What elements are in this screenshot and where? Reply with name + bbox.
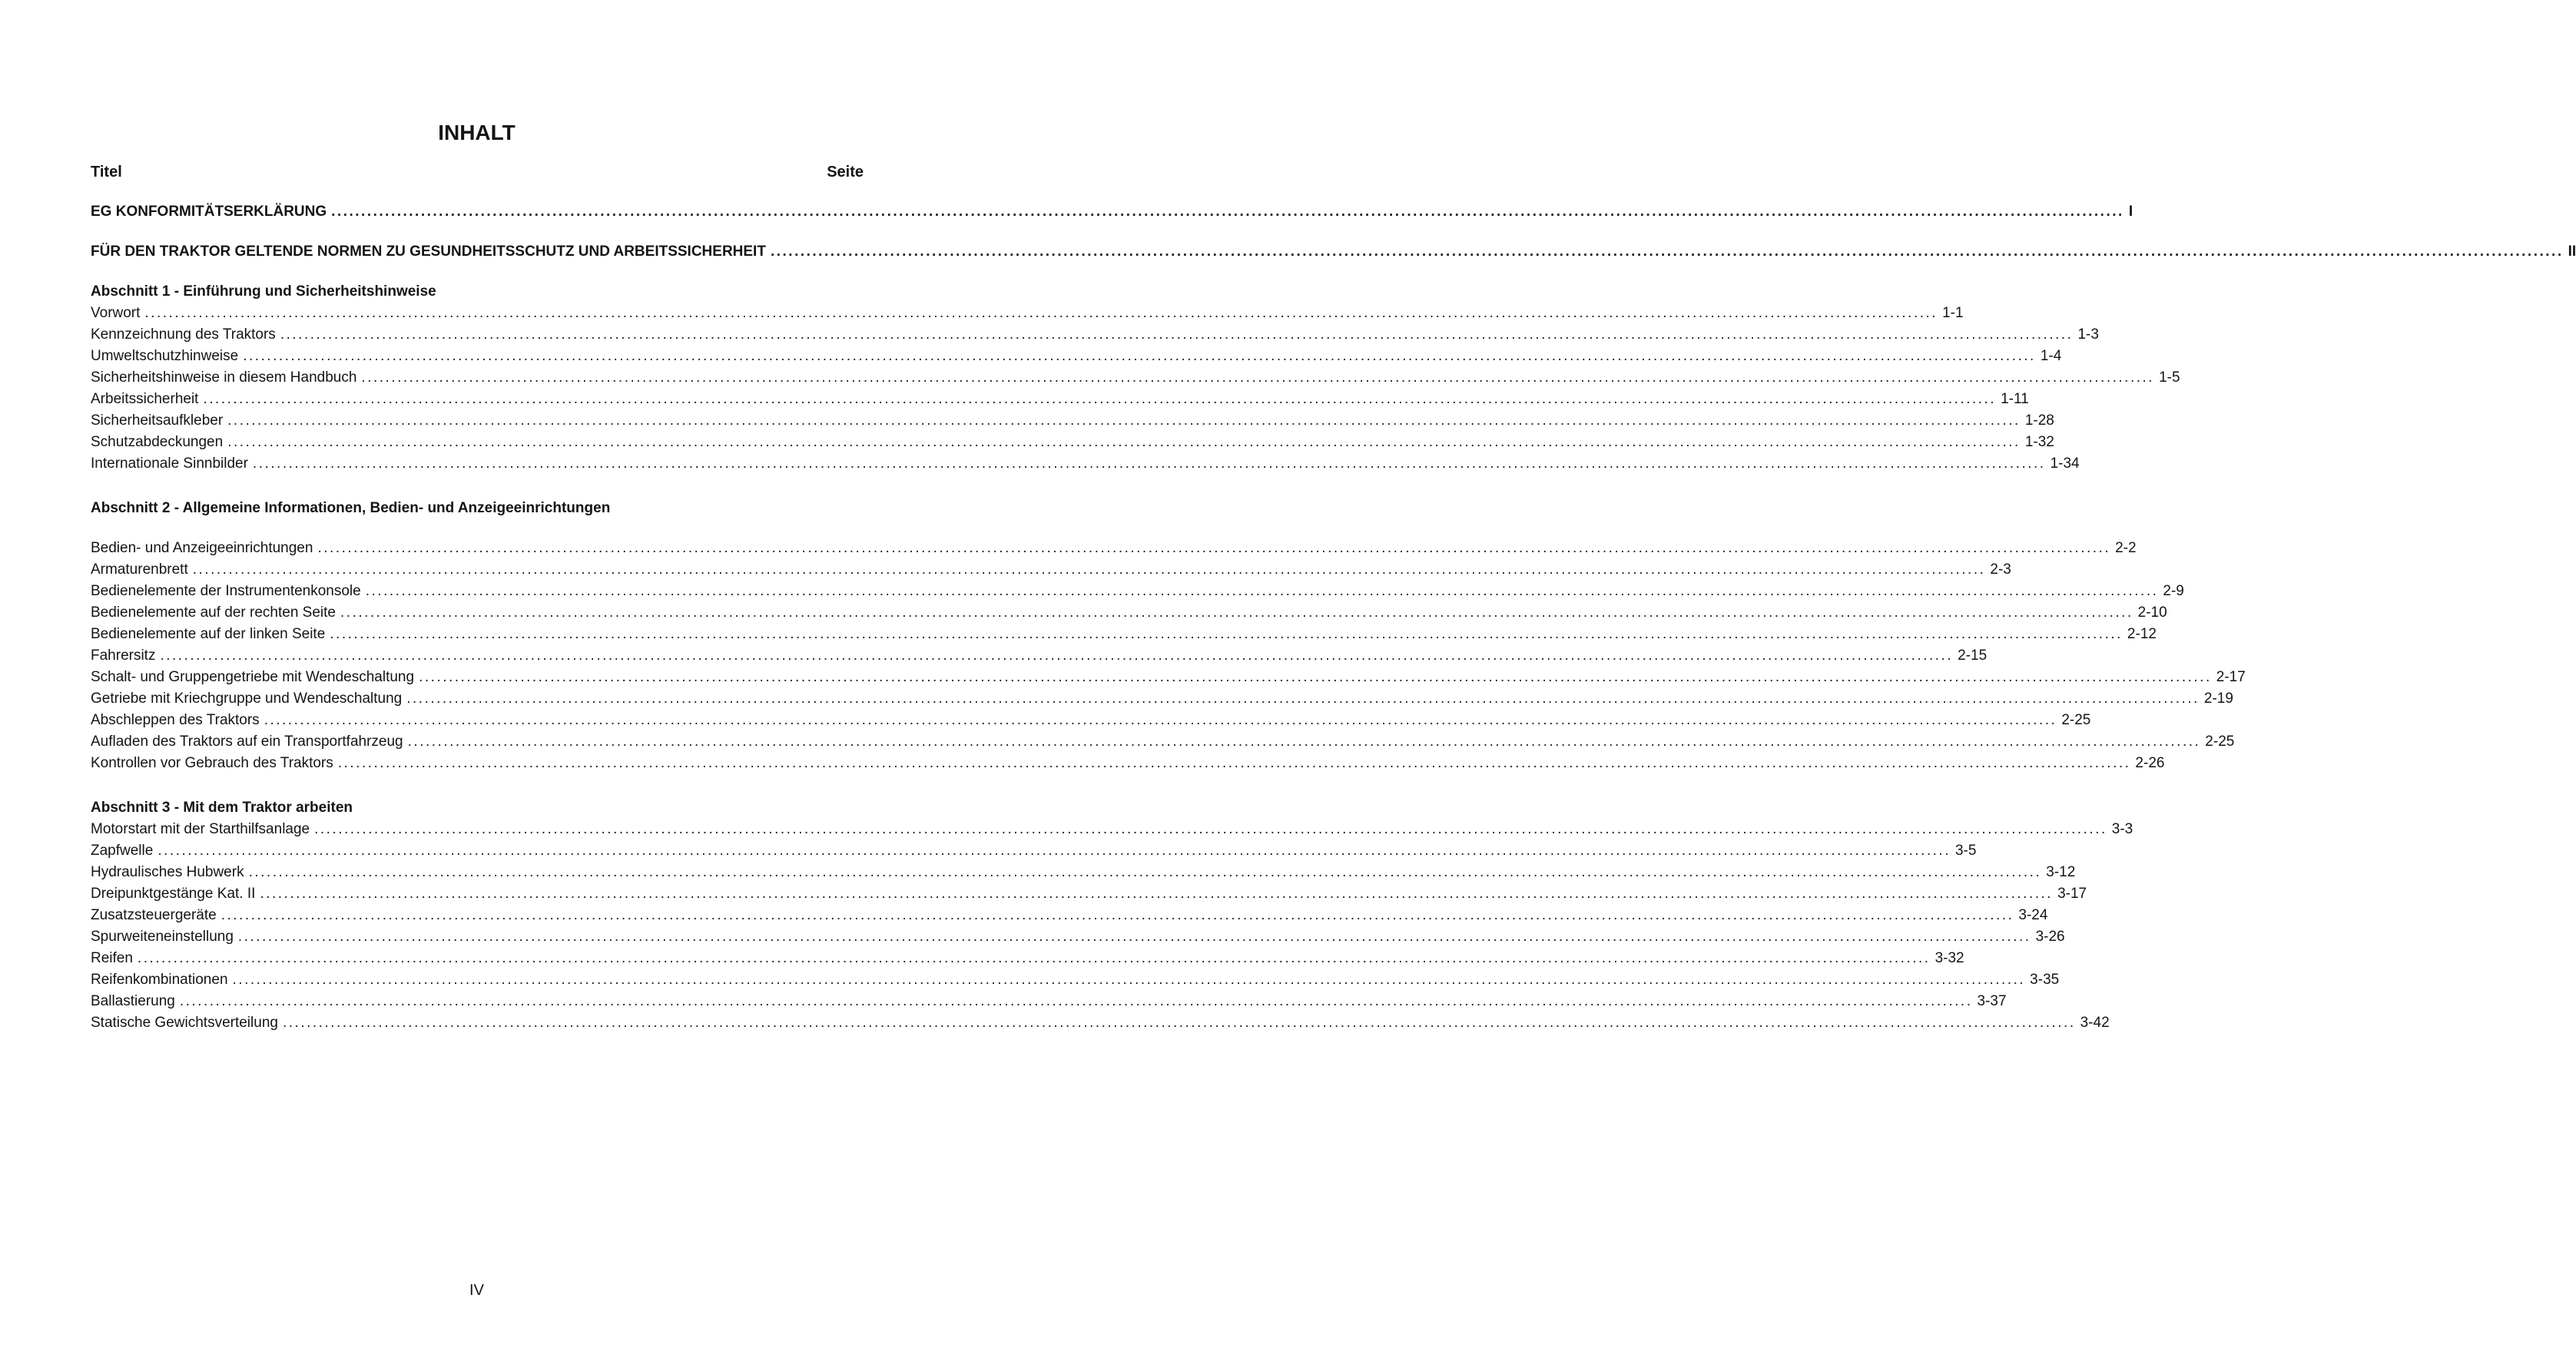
leader-dots: ............................................................................................................................................................................................................................................................................................................: [280, 326, 2074, 343]
toc-entry-title: EG KONFORMITÄTSERKLÄRUNG: [91, 204, 327, 220]
table-of-contents: [91, 160, 2576, 1034]
toc-entry-page: 1-4: [2040, 348, 2062, 364]
toc-entry-page: 1-1: [1942, 305, 1964, 321]
toc-entry-page: 3-32: [1934, 950, 1964, 966]
section-3-entries: [91, 819, 2133, 1034]
toc-entry-title: Armaturenbrett: [91, 561, 188, 578]
leader-dots: ............................................................................................................................................................................................................................................................................................................: [252, 455, 2046, 472]
toc-entry-page: 3-24: [2018, 907, 2048, 923]
leader-dots: ............................................................................................................................................................................................................................................................................................................: [137, 950, 1931, 966]
toc-entry[interactable]: [91, 367, 2180, 389]
toc-entry[interactable]: [91, 840, 1977, 862]
leader-dots: ............................................................................................................................................................................................................................................................................................................: [317, 540, 2111, 556]
toc-header: [91, 160, 864, 184]
toc-entry-title: Arbeitssicherheit: [91, 391, 199, 407]
toc-entry-title: Kontrollen vor Gebrauch des Traktors: [91, 755, 333, 771]
toc-entry-page: 2-10: [2137, 604, 2167, 621]
leader-dots: ............................................................................................................................................................................................................................................................................................................: [227, 412, 2021, 429]
toc-entry-page: 3-3: [2111, 821, 2133, 837]
toc-entry[interactable]: [91, 948, 1964, 969]
leader-dots: ............................................................................................................................................................................................................................................................................................................: [243, 348, 2036, 364]
toc-entry-title: Umweltschutzhinweise: [91, 348, 239, 364]
toc-entry[interactable]: [91, 819, 2133, 840]
toc-entry[interactable]: [91, 905, 2048, 926]
toc-entry[interactable]: [91, 991, 2007, 1012]
leader-dots: ............................................................................................................................................................................................................................................................................................................: [192, 561, 1986, 578]
page-number: IV: [469, 1282, 484, 1299]
toc-entry-title: Schutzabdeckungen: [91, 434, 224, 450]
toc-entry[interactable]: [91, 346, 2062, 367]
toc-entry-page: 3-12: [2046, 864, 2076, 880]
toc-entry[interactable]: [91, 538, 2137, 559]
toc-entry-page: 1-32: [2024, 434, 2054, 450]
toc-entry[interactable]: [91, 602, 2167, 624]
toc-entry[interactable]: [91, 432, 2054, 453]
toc-entry-page: 2-9: [2163, 583, 2184, 599]
toc-entry[interactable]: [91, 667, 2246, 688]
toc-entry-page: 3-26: [2035, 929, 2065, 945]
toc-entry-page: 2-17: [2216, 669, 2246, 685]
section-3-heading: Abschnitt 3 - Mit dem Traktor arbeiten: [91, 800, 353, 816]
toc-entry-title: Kennzeichnung des Traktors: [91, 326, 276, 343]
toc-entry-title: Getriebe mit Kriechgruppe und Wendeschaltung: [91, 691, 403, 707]
toc-entry-page: 2-25: [2205, 734, 2235, 750]
toc-entry[interactable]: [91, 883, 2087, 905]
toc-entry[interactable]: [91, 389, 2029, 410]
section-2-heading: Abschnitt 2 - Allgemeine Informationen, Bedien- und Anzeigeeinrichtungen: [91, 500, 611, 516]
toc-entry-title: FÜR DEN TRAKTOR GELTENDE NORMEN ZU GESUNDHEITSSCHUTZ UND ARBEITSSICHERHEIT: [91, 243, 766, 260]
toc-entry[interactable]: [91, 1012, 2110, 1034]
toc-entry-page: I: [2128, 204, 2133, 220]
toc-entry-title: Vorwort: [91, 305, 141, 321]
leader-dots: ............................................................................................................................................................................................................................................................................................................: [365, 583, 2159, 599]
leader-dots: ............................................................................................................................................................................................................................................................................................................: [331, 204, 2124, 220]
toc-entry-title: Sicherheitsaufkleber: [91, 412, 224, 429]
leader-dots: ............................................................................................................................................................................................................................................................................................................: [770, 243, 2564, 260]
toc-entry[interactable]: [91, 710, 2091, 731]
leader-dots: ............................................................................................................................................................................................................................................................................................................: [407, 734, 2201, 750]
toc-entry-title: Schalt- und Gruppengetriebe mit Wendeschaltung: [91, 669, 415, 685]
toc-entry-title: Internationale Sinnbilder: [91, 455, 248, 472]
section-1-entries: [91, 303, 2180, 475]
toc-entry-page: 2-3: [1990, 561, 2011, 578]
toc-entry-page: 1-3: [2077, 326, 2099, 343]
toc-entry[interactable]: [91, 410, 2054, 432]
toc-entry-page: 2-26: [2135, 755, 2165, 771]
leader-dots: ............................................................................................................................................................................................................................................................................................................: [260, 886, 2054, 902]
toc-entry[interactable]: [91, 731, 2235, 753]
toc-entry-title: Spurweiteneinstellung: [91, 929, 234, 945]
toc-entry-page: 2-15: [1958, 648, 1988, 664]
page-title: INHALT: [438, 121, 516, 144]
toc-entry-page: 1-28: [2024, 412, 2054, 429]
toc-entry-title: Bedienelemente auf der linken Seite: [91, 626, 326, 642]
leader-dots: ............................................................................................................................................................................................................................................................................................................: [160, 648, 1954, 664]
toc-entry-page: II: [2568, 243, 2576, 260]
toc-entry-page: 2-12: [2127, 626, 2157, 642]
toc-entry-title: Abschleppen des Traktors: [91, 712, 260, 728]
toc-entry-page: 2-25: [2061, 712, 2091, 728]
toc-entry-title: Zapfwelle: [91, 843, 154, 859]
toc-entry-title: Ballastierung: [91, 993, 175, 1009]
toc-entry-page: 3-35: [2030, 972, 2060, 988]
toc-entry-title: Hydraulisches Hubwerk: [91, 864, 244, 880]
leader-dots: ............................................................................................................................................................................................................................................................................................................: [264, 712, 2057, 728]
leader-dots: ............................................................................................................................................................................................................................................................................................................: [248, 864, 2042, 880]
toc-entry[interactable]: [91, 324, 2099, 346]
leader-dots: ............................................................................................................................................................................................................................................................................................................: [314, 821, 2107, 837]
toc-entry-title: Dreipunktgestänge Kat. II: [91, 886, 256, 902]
leader-dots: ............................................................................................................................................................................................................................................................................................................: [330, 626, 2123, 642]
toc-entry[interactable]: [91, 303, 1964, 324]
leader-dots: ............................................................................................................................................................................................................................................................................................................: [361, 369, 2155, 386]
toc-entry-title: Bedien- und Anzeigeeinrichtungen: [91, 540, 313, 556]
toc-entry[interactable]: [91, 926, 2065, 948]
toc-entry-page: 1-34: [2050, 455, 2080, 472]
toc-entry-page: 2-19: [2203, 691, 2233, 707]
toc-entry-title: Motorstart mit der Starthilfsanlage: [91, 821, 310, 837]
toc-entry-page: 3-37: [1977, 993, 2007, 1009]
toc-entry-page: 1-5: [2159, 369, 2180, 386]
leader-dots: ............................................................................................................................................................................................................................................................................................................: [282, 1015, 2076, 1031]
section-2-entries: [91, 538, 2246, 774]
section-1-heading: Abschnitt 1 - Einführung und Sicherheitshinweise: [91, 283, 436, 300]
toc-entry-eg-konformitaet[interactable]: [91, 201, 2133, 223]
leader-dots: ............................................................................................................................................................................................................................................................................................................: [232, 972, 2026, 988]
toc-entry-page: 3-42: [2080, 1015, 2110, 1031]
toc-header-page-label: Seite: [827, 164, 864, 181]
leader-dots: ............................................................................................................................................................................................................................................................................................................: [227, 434, 2021, 450]
toc-entry[interactable]: [91, 753, 2165, 774]
toc-entry-title: Aufladen des Traktors auf ein Transportfahrzeug: [91, 734, 403, 750]
toc-entry[interactable]: [91, 645, 1988, 667]
toc-entry-normen[interactable]: [91, 241, 2576, 263]
leader-dots: ............................................................................................................................................................................................................................................................................................................: [237, 929, 2031, 945]
leader-dots: ............................................................................................................................................................................................................................................................................................................: [340, 604, 2133, 621]
toc-entry-title: Fahrersitz: [91, 648, 156, 664]
toc-entry-title: Reifenkombinationen: [91, 972, 228, 988]
toc-entry[interactable]: [91, 969, 2060, 991]
leader-dots: ............................................................................................................................................................................................................................................................................................................: [406, 691, 2200, 707]
toc-entry-title: Sicherheitshinweise in diesem Handbuch: [91, 369, 357, 386]
leader-dots: ............................................................................................................................................................................................................................................................................................................: [203, 391, 1997, 407]
toc-entry-title: Statische Gewichtsverteilung: [91, 1015, 278, 1031]
leader-dots: ............................................................................................................................................................................................................................................................................................................: [337, 755, 2131, 771]
toc-entry-title: Reifen: [91, 950, 133, 966]
toc-entry[interactable]: [91, 581, 2184, 602]
toc-entry-title: Zusatzsteuergeräte: [91, 907, 217, 923]
leader-dots: ............................................................................................................................................................................................................................................................................................................: [157, 843, 1951, 859]
toc-entry-page: 2-2: [2115, 540, 2137, 556]
toc-entry-title: Bedienelemente der Instrumentenkonsole: [91, 583, 361, 599]
leader-dots: ............................................................................................................................................................................................................................................................................................................: [144, 305, 1938, 321]
toc-entry-page: 3-5: [1954, 843, 1977, 859]
leader-dots: ............................................................................................................................................................................................................................................................................................................: [419, 669, 2212, 685]
toc-entry[interactable]: [91, 453, 2080, 475]
toc-entry-page: 1-11: [2001, 391, 2029, 407]
toc-header-title-label: Titel: [91, 164, 122, 181]
toc-entry[interactable]: [91, 862, 2076, 883]
leader-dots: ............................................................................................................................................................................................................................................................................................................: [179, 993, 1973, 1009]
toc-entry[interactable]: [91, 624, 2157, 645]
toc-entry-page: 3-17: [2057, 886, 2087, 902]
toc-entry[interactable]: [91, 688, 2233, 710]
toc-entry[interactable]: [91, 559, 2011, 581]
leader-dots: ............................................................................................................................................................................................................................................................................................................: [220, 907, 2014, 923]
toc-entry-title: Bedienelemente auf der rechten Seite: [91, 604, 336, 621]
